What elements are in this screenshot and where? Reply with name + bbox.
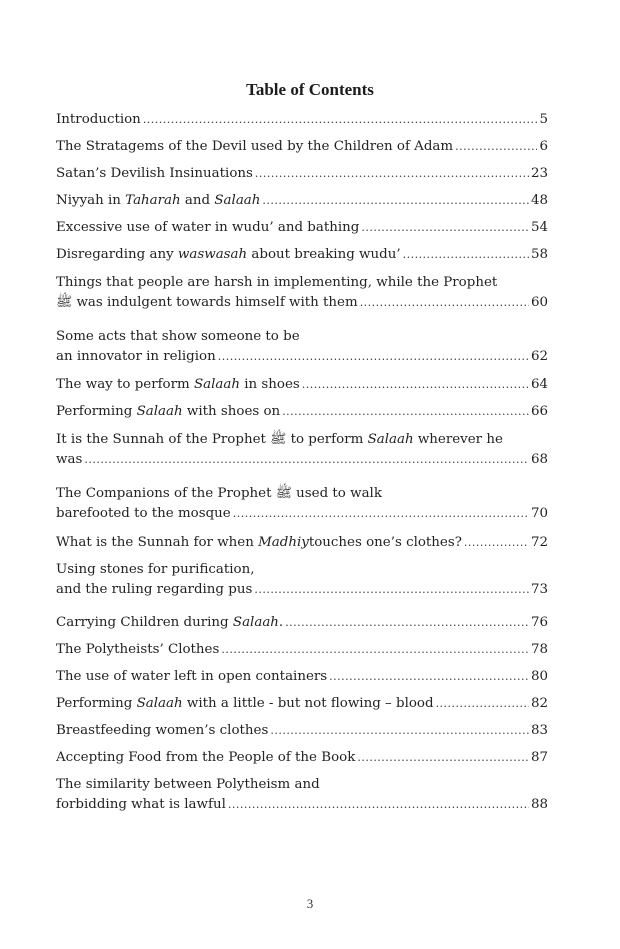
dot-leader xyxy=(254,580,529,600)
dot-leader xyxy=(270,721,529,741)
toc-page-number: 87 xyxy=(530,750,548,765)
toc-entry[interactable] xyxy=(56,694,548,714)
toc-entry-title: Introduction xyxy=(56,112,141,127)
toc-entry-title: Some acts that show someone to be xyxy=(56,329,300,344)
toc-entry-title: It is the Sunnah of the Prophet ﷺ to perform Salaah wherever he xyxy=(56,432,503,447)
dot-leader xyxy=(329,667,529,687)
toc-entry[interactable] xyxy=(56,484,548,523)
dot-leader xyxy=(282,402,529,422)
toc-entry[interactable] xyxy=(56,560,548,599)
toc-page-number: 58 xyxy=(530,247,548,262)
toc-entry[interactable] xyxy=(56,640,548,660)
dot-leader xyxy=(285,613,529,633)
toc-entry[interactable] xyxy=(56,533,548,553)
page-number: 3 xyxy=(306,896,314,911)
dot-leader xyxy=(403,245,529,265)
toc-entry-title: Disregarding any waswasah about breaking wudu’ xyxy=(56,247,401,262)
dot-leader xyxy=(357,748,529,768)
toc-entry-title: The use of water left in open containers xyxy=(56,669,328,684)
toc-entry-title: Accepting Food from the People of the Book xyxy=(56,750,356,765)
toc-entry-title: The Companions of the Prophet ﷺ used to walk xyxy=(56,486,382,501)
toc-entry[interactable] xyxy=(56,273,548,312)
toc-page-number: 88 xyxy=(530,796,548,812)
toc-page-number: 73 xyxy=(530,581,548,597)
dot-leader xyxy=(436,694,529,714)
toc-page-number: 70 xyxy=(530,505,548,521)
dot-leader xyxy=(455,137,537,157)
dot-leader xyxy=(221,640,529,660)
toc-entry-title: barefooted to the mosque xyxy=(56,505,231,521)
toc-page-number: 60 xyxy=(530,294,548,310)
toc-entry[interactable] xyxy=(56,721,548,741)
toc-entry-title: Things that people are harsh in implementing, while the Prophet xyxy=(56,275,498,290)
dot-leader xyxy=(233,504,529,524)
toc-entry[interactable] xyxy=(56,110,548,130)
toc-entry[interactable] xyxy=(56,775,548,814)
toc-page-number: 66 xyxy=(530,404,548,419)
toc-page-number: 80 xyxy=(530,669,548,684)
toc-entry-title: Carrying Children during Salaah. xyxy=(56,615,284,630)
toc-page-number: 23 xyxy=(530,166,548,181)
dot-leader xyxy=(262,191,529,211)
toc-entry[interactable] xyxy=(56,402,548,422)
dot-leader xyxy=(361,218,529,238)
toc-page-number: 62 xyxy=(530,348,548,364)
toc-entry[interactable] xyxy=(56,245,548,265)
toc-entry-title: forbidding what is lawful xyxy=(56,796,226,812)
toc-entry-title: was xyxy=(56,451,83,467)
toc-entry-title: Using stones for purification, xyxy=(56,562,255,577)
toc-page-number: 78 xyxy=(530,642,548,657)
dot-leader xyxy=(255,164,529,184)
dot-leader xyxy=(218,347,529,367)
toc-entry-title: What is the Sunnah for when Madhiytouches one’s clothes? xyxy=(56,535,462,550)
toc-entry-title: The similarity between Polytheism and xyxy=(56,777,320,792)
toc-entry-title: Excessive use of water in wudu’ and bathing xyxy=(56,220,360,235)
toc-page-number: 82 xyxy=(530,696,548,711)
toc-page-number: 83 xyxy=(530,723,548,738)
toc-entry-title: Performing Salaah with a little - but not flowing – blood xyxy=(56,696,434,711)
toc-entry-title: ﷺ was indulgent towards himself with them xyxy=(56,294,358,310)
dot-leader xyxy=(464,533,529,553)
toc-entry[interactable] xyxy=(56,375,548,395)
toc-entry[interactable] xyxy=(56,191,548,211)
toc-entry-title: Performing Salaah with shoes on xyxy=(56,404,281,419)
dot-leader xyxy=(302,375,529,395)
toc-page-number: 68 xyxy=(530,451,548,467)
toc-entry[interactable] xyxy=(56,430,548,469)
dot-leader xyxy=(84,450,529,470)
toc-entry[interactable] xyxy=(56,613,548,633)
toc-entry-title: Satan’s Devilish Insinuations xyxy=(56,166,253,181)
toc-page-number: 6 xyxy=(539,139,548,154)
toc-entry-title: The way to perform Salaah in shoes xyxy=(56,377,300,392)
toc-entry[interactable] xyxy=(56,137,548,157)
dot-leader xyxy=(360,293,529,313)
dot-leader xyxy=(143,110,538,130)
toc-entry[interactable] xyxy=(56,748,548,768)
toc-entry-title: Niyyah in Taharah and Salaah xyxy=(56,193,261,208)
toc-entry-title: The Stratagems of the Devil used by the Children of Adam xyxy=(56,139,454,154)
toc-page-number: 72 xyxy=(530,535,548,550)
toc-page-number: 76 xyxy=(530,615,548,630)
toc-entry[interactable] xyxy=(56,164,548,184)
toc-entry[interactable] xyxy=(56,327,548,366)
toc-page-number: 48 xyxy=(530,193,548,208)
toc-entry[interactable] xyxy=(56,667,548,687)
toc-page-number: 5 xyxy=(539,112,548,127)
toc-entry[interactable] xyxy=(56,218,548,238)
toc-entry-title: and the ruling regarding pus xyxy=(56,581,253,597)
toc-entry-title: an innovator in religion xyxy=(56,348,216,364)
dot-leader xyxy=(228,795,529,815)
toc-page-number: 54 xyxy=(530,220,548,235)
toc-page-number: 64 xyxy=(530,377,548,392)
toc-entry-title: Breastfeeding women’s clothes xyxy=(56,723,269,738)
page-title: Table of Contents xyxy=(246,80,374,99)
toc-entry-title: The Polytheists’ Clothes xyxy=(56,642,220,657)
